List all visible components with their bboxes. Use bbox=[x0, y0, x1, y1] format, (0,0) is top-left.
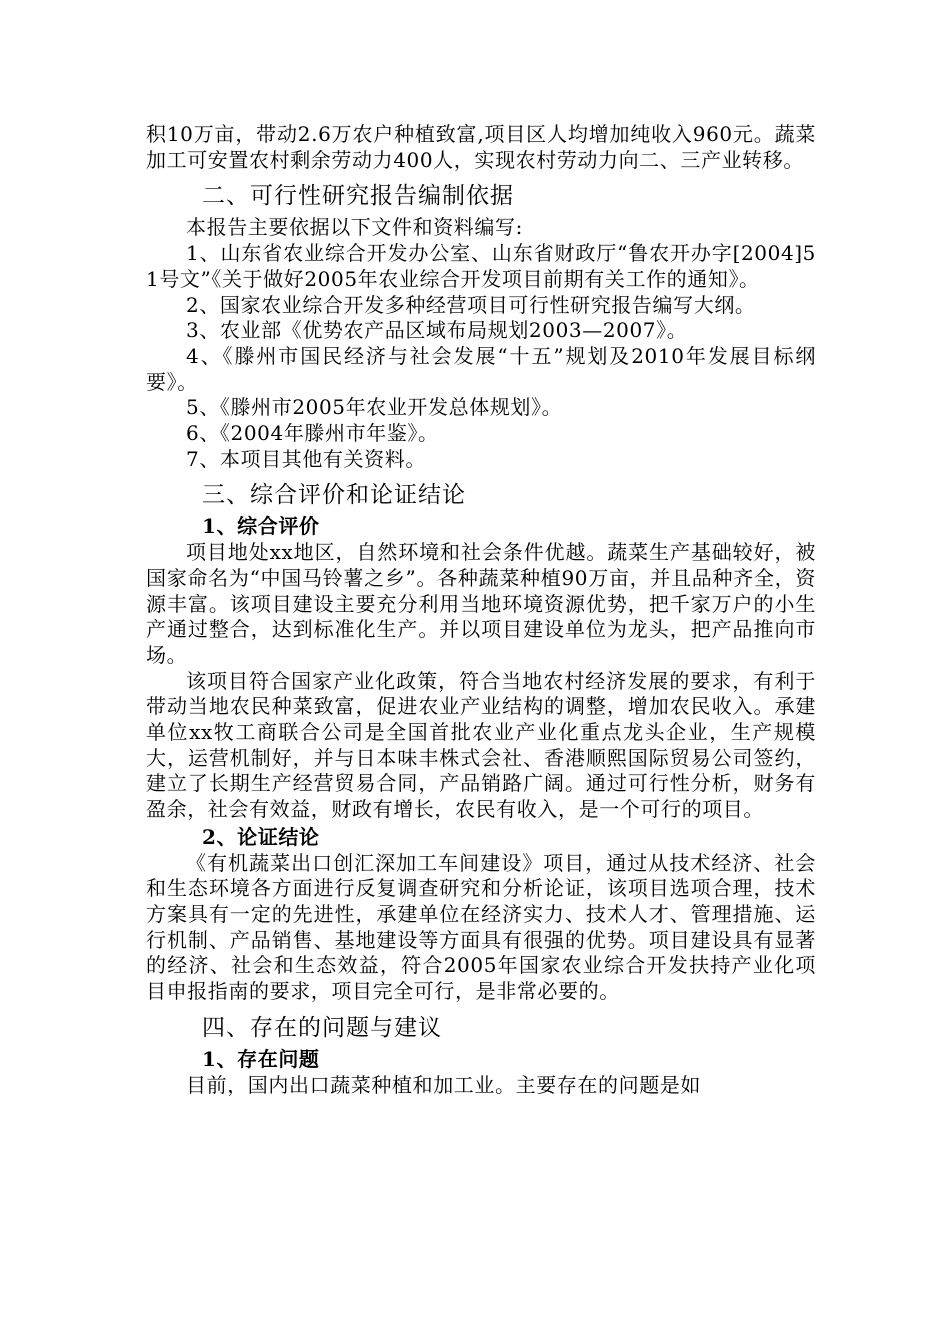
section-heading-issues: 四、存在的问题与建议 bbox=[202, 1014, 442, 1041]
document-body bbox=[146, 122, 816, 1098]
section-heading-evaluation: 三、综合评价和论证结论 bbox=[202, 482, 466, 509]
basis-item-7: 7、本项目其他有关资料。 bbox=[186, 446, 426, 471]
issues-paragraph: 目前，国内出口蔬菜种植和加工业。主要存在的问题是如 bbox=[186, 1072, 701, 1097]
basis-item-3: 3、农业部《优势农产品区域布局规划2003—2007》。 bbox=[186, 318, 688, 343]
conclusion-paragraph: 《有机蔬菜出口创汇深加工车间建设》项目，通过从技术经济、社会和生态环境各方面进行反复调查研究和分析论证，该项目选项合理，技术方案具有一定的先进性，承建单位在经济实力、技术人才、管理措施、运行机制、产品销售、基地建设等方面具有很强的优势。项目建设具有显著的经济、社会和生态效益，符合2005年国家农业综合开发扶持产业化项目申报指南的要求，项目完全可行，是非常必要的。 bbox=[146, 850, 816, 1004]
subheading-conclusion: 2、论证结论 bbox=[202, 824, 320, 849]
subheading-evaluation: 1、综合评价 bbox=[202, 514, 320, 539]
evaluation-paragraph-2: 该项目符合国家产业化政策，符合当地农村经济发展的要求，有利于带动当地农民种菜致富，促进农业产业结构的调整，增加农民收入。承建单位xx牧工商联合公司是全国首批农业产业化重点龙头企业，生产规模大，运营机制好，并与日本味丰株式会社、香港顺熙国际贸易公司签约，建立了长期生产经营贸易合同，产品销路广阔。通过可行性分析，财务有盈余，社会有效益，财政有增长，农民有收入，是一个可行的项目。 bbox=[146, 668, 816, 822]
subheading-issues: 1、存在问题 bbox=[202, 1046, 320, 1071]
paragraph-continuation: 积10万亩，带动2.6万农户种植致富,项目区人均增加纯收入960元。蔬菜加工可安置农村剩余劳动力400人，实现农村劳动力向二、三产业转移。 bbox=[146, 122, 816, 172]
basis-item-4: 4、《滕州市国民经济与社会发展“十五”规划及2010年发展目标纲要》。 bbox=[146, 343, 816, 394]
section-heading-basis: 二、可行性研究报告编制依据 bbox=[202, 183, 514, 210]
basis-item-1: 1、山东省农业综合开发办公室、山东省财政厅“鲁农开办字[2004]51号文”《关于做好2005年农业综合开发项目前期有关工作的通知》。 bbox=[146, 241, 816, 291]
basis-item-6: 6、《2004年滕州市年鉴》。 bbox=[186, 421, 439, 446]
basis-item-2: 2、国家农业综合开发多种经营项目可行性研究报告编写大纲。 bbox=[186, 292, 756, 317]
evaluation-paragraph-1: 项目地处xx地区，自然环境和社会条件优越。蔬菜生产基础较好，被国家命名为“中国马铃薯之乡”。各种蔬菜种植90万亩，并且品种齐全，资源丰富。该项目建设主要充分利用当地环境资源优势，把千家万户的小生产通过整合，达到标准化生产。并以项目建设单位为龙头，把产品推向市场。 bbox=[146, 540, 816, 667]
basis-item-5: 5、《滕州市2005年农业开发总体规划》。 bbox=[186, 395, 563, 420]
basis-intro: 本报告主要依据以下文件和资料编写: bbox=[186, 215, 523, 240]
